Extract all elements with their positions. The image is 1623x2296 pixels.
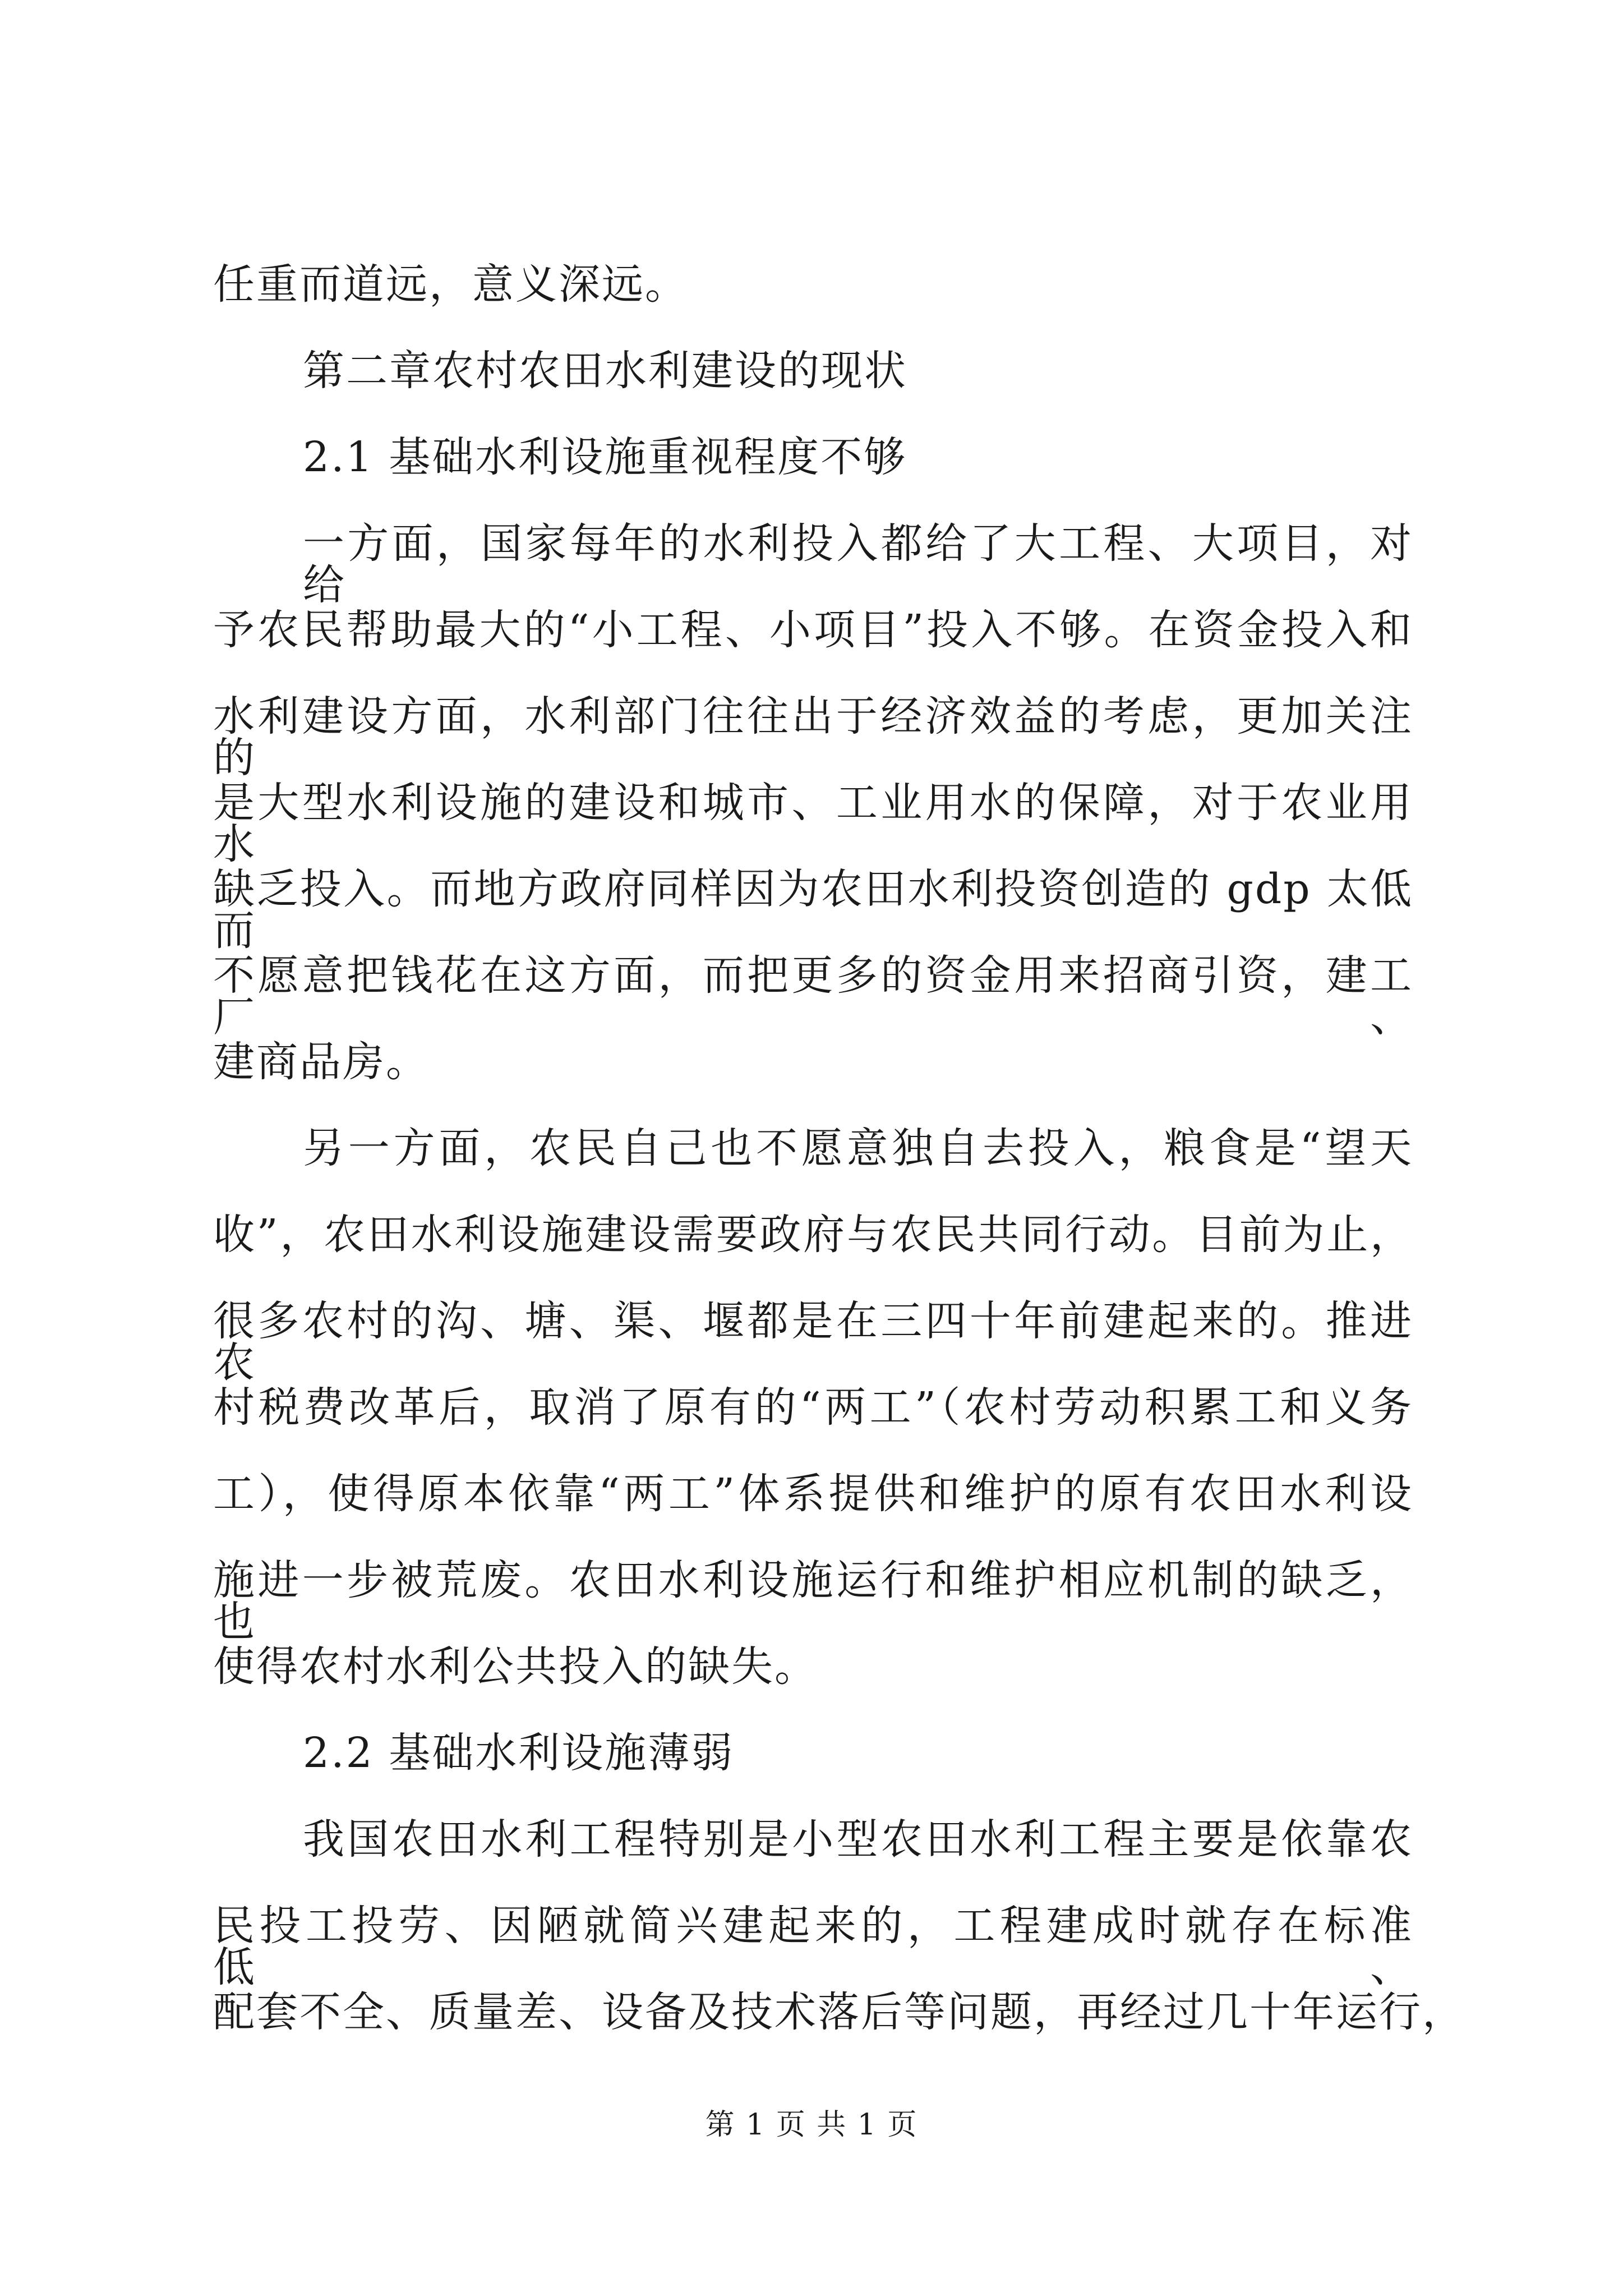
page-footer: 第 1 页 共 1 页 — [705, 2108, 918, 2142]
paragraph-line: 建商品房。 — [213, 1038, 429, 1086]
paragraph-line: 一方面，国家每年的水利投入都给了大工程、大项目，对给 — [303, 519, 1413, 609]
paragraph-line: 很多农村的沟、塘、渠、堰都是在三四十年前建起来的。推进农 — [213, 1297, 1413, 1387]
paragraph-line: 予农民帮助最大的“小工程、小项目”投入不够。在资金投入和 — [213, 606, 1413, 654]
paragraph-line: 另一方面，农民自己也不愿意独自去投入，粮食是“望天 — [303, 1124, 1413, 1172]
paragraph-line: 任重而道远，意义深远。 — [213, 260, 688, 309]
paragraph-line: 工），使得原本依靠“两工”体系提供和维护的原有农田水利设 — [213, 1470, 1413, 1518]
paragraph-line: 民投工投劳、因陋就简兴建起来的，工程建成时就存在标准低、 — [213, 1902, 1413, 1991]
section-heading: 2.1 基础水利设施重视程度不够 — [303, 433, 907, 481]
paragraph-line: 使得农村水利公共投入的缺失。 — [213, 1642, 818, 1691]
paragraph-line: 施进一步被荒废。农田水利设施运行和维护相应机制的缺乏，也 — [213, 1556, 1413, 1646]
paragraph-line: 是大型水利设施的建设和城市、工业用水的保障，对于农业用水 — [213, 779, 1413, 868]
paragraph-line: 我国农田水利工程特别是小型农田水利工程主要是依靠农 — [303, 1815, 1413, 1864]
paragraph-line: 缺乏投入。而地方政府同样因为农田水利投资创造的 gdp 太低而 — [213, 865, 1413, 955]
paragraph-line: 收”，农田水利设施建设需要政府与农民共同行动。目前为止， — [213, 1211, 1413, 1259]
paragraph-line: 水利建设方面，水利部门往往出于经济效益的考虑，更加关注的 — [213, 692, 1413, 782]
paragraph-line: 不愿意把钱花在这方面，而把更多的资金用来招商引资，建工厂、 — [213, 951, 1413, 1041]
paragraph-line: 配套不全、质量差、设备及技术落后等问题，再经过几十年运行， — [213, 1988, 1465, 2036]
section-heading: 2.2 基础水利设施薄弱 — [303, 1729, 735, 1777]
paragraph-line: 村税费改革后，取消了原有的“两工”（农村劳动积累工和义务 — [213, 1383, 1413, 1432]
chapter-heading: 第二章农村农田水利建设的现状 — [303, 347, 907, 395]
